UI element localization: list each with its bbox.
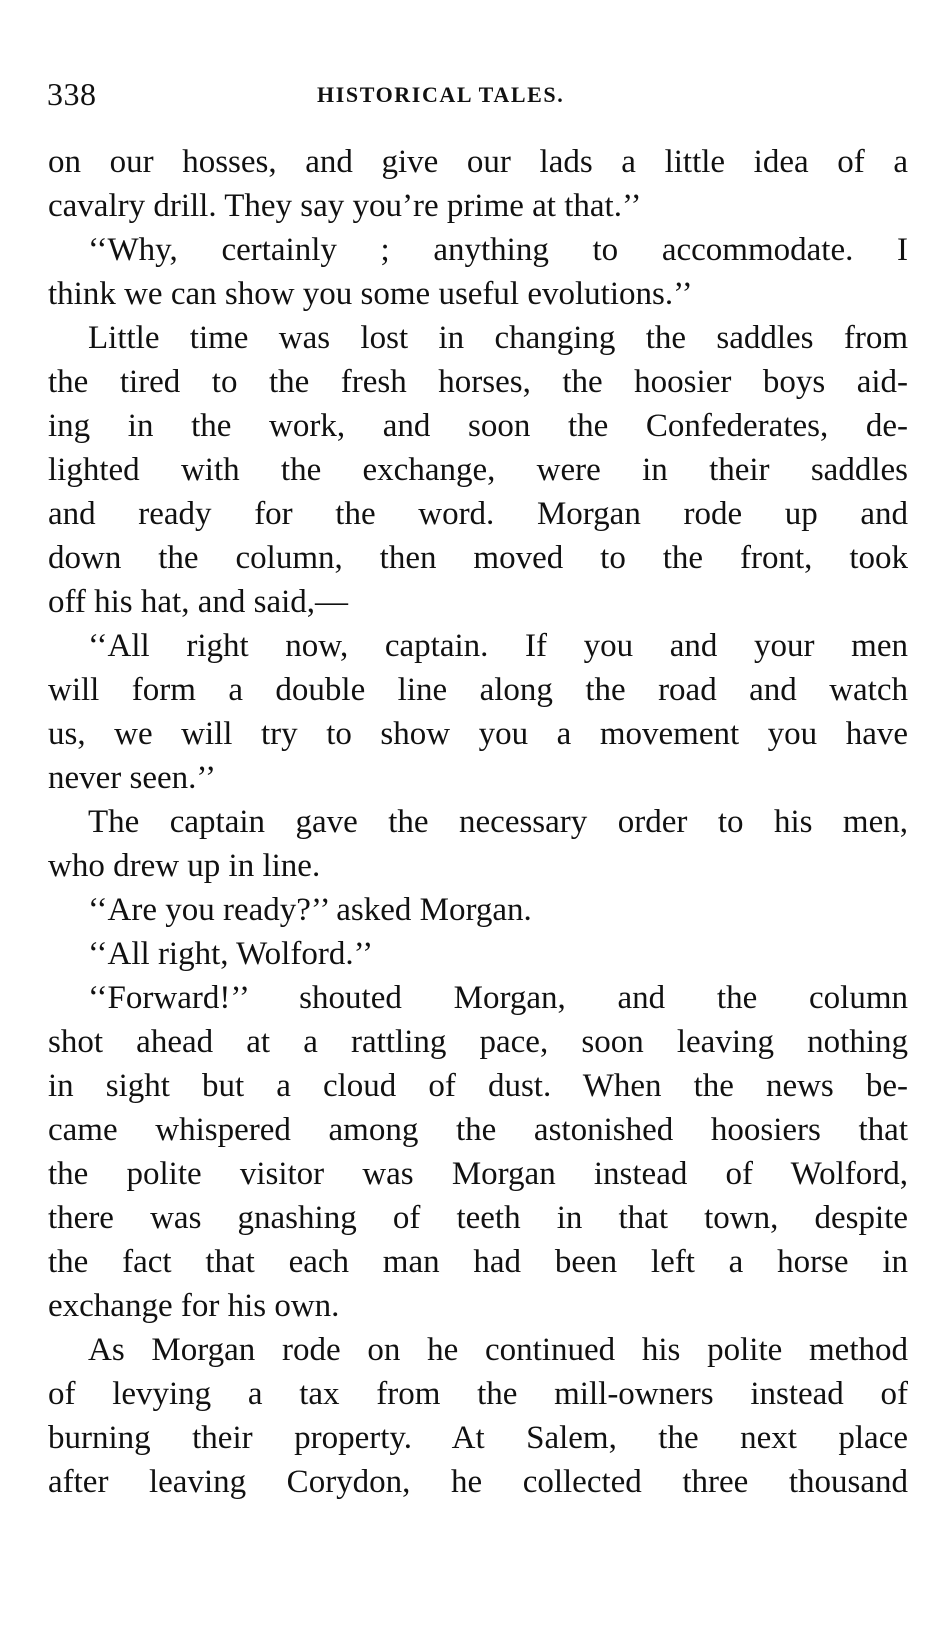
- text-line: cavalry drill. They say you’re prime at that.’’: [48, 188, 642, 224]
- text-line: ‘‘All right, Wolford.’’: [88, 936, 374, 972]
- page-header: [47, 72, 907, 116]
- text-line: and ready for the word. Morgan rode up and: [48, 496, 908, 532]
- text-line: on our hosses, and give our lads a little idea of a: [48, 144, 908, 180]
- text-line: As Morgan rode on he continued his polite method: [88, 1332, 908, 1368]
- text-line: ‘‘Are you ready?’’ asked Morgan.: [88, 892, 532, 928]
- text-line: will form a double line along the road and watch: [48, 672, 908, 708]
- body-text: [48, 140, 908, 1504]
- text-line: never seen.’’: [48, 760, 216, 796]
- text-line: in sight but a cloud of dust. When the news be-: [48, 1068, 908, 1104]
- text-line: ‘‘All right now, captain. If you and your men: [88, 628, 908, 664]
- text-line: lighted with the exchange, were in their saddles: [48, 452, 908, 488]
- text-line: who drew up in line.: [48, 848, 321, 884]
- text-line: shot ahead at a rattling pace, soon leaving nothing: [48, 1024, 908, 1060]
- text-line: came whispered among the astonished hoosiers that: [48, 1112, 908, 1148]
- text-line: off his hat, and said,—: [48, 584, 349, 620]
- text-line: Little time was lost in changing the saddles from: [88, 320, 908, 356]
- text-line: there was gnashing of teeth in that town, despite: [48, 1200, 908, 1236]
- text-line: think we can show you some useful evolutions.’’: [48, 276, 693, 312]
- text-line: the fact that each man had been left a horse in: [48, 1244, 908, 1280]
- page-number: 338: [47, 76, 97, 112]
- text-line: burning their property. At Salem, the next place: [48, 1420, 908, 1456]
- text-line: The captain gave the necessary order to his men,: [88, 804, 908, 840]
- text-line: us, we will try to show you a movement you have: [48, 716, 908, 752]
- text-line: the polite visitor was Morgan instead of Wolford,: [48, 1156, 908, 1192]
- text-line: ‘‘Forward!’’ shouted Morgan, and the column: [88, 980, 908, 1016]
- running-head: HISTORICAL TALES.: [317, 82, 565, 107]
- text-line: the tired to the fresh horses, the hoosier boys aid-: [48, 364, 908, 400]
- text-line: after leaving Corydon, he collected three thousand: [48, 1464, 908, 1500]
- text-line: exchange for his own.: [48, 1288, 340, 1324]
- text-line: ing in the work, and soon the Confederates, de-: [48, 408, 908, 444]
- text-line: down the column, then moved to the front, took: [48, 540, 908, 576]
- text-line: ‘‘Why, certainly ; anything to accommodate. I: [88, 232, 908, 268]
- text-line: of levying a tax from the mill-owners instead of: [48, 1376, 908, 1412]
